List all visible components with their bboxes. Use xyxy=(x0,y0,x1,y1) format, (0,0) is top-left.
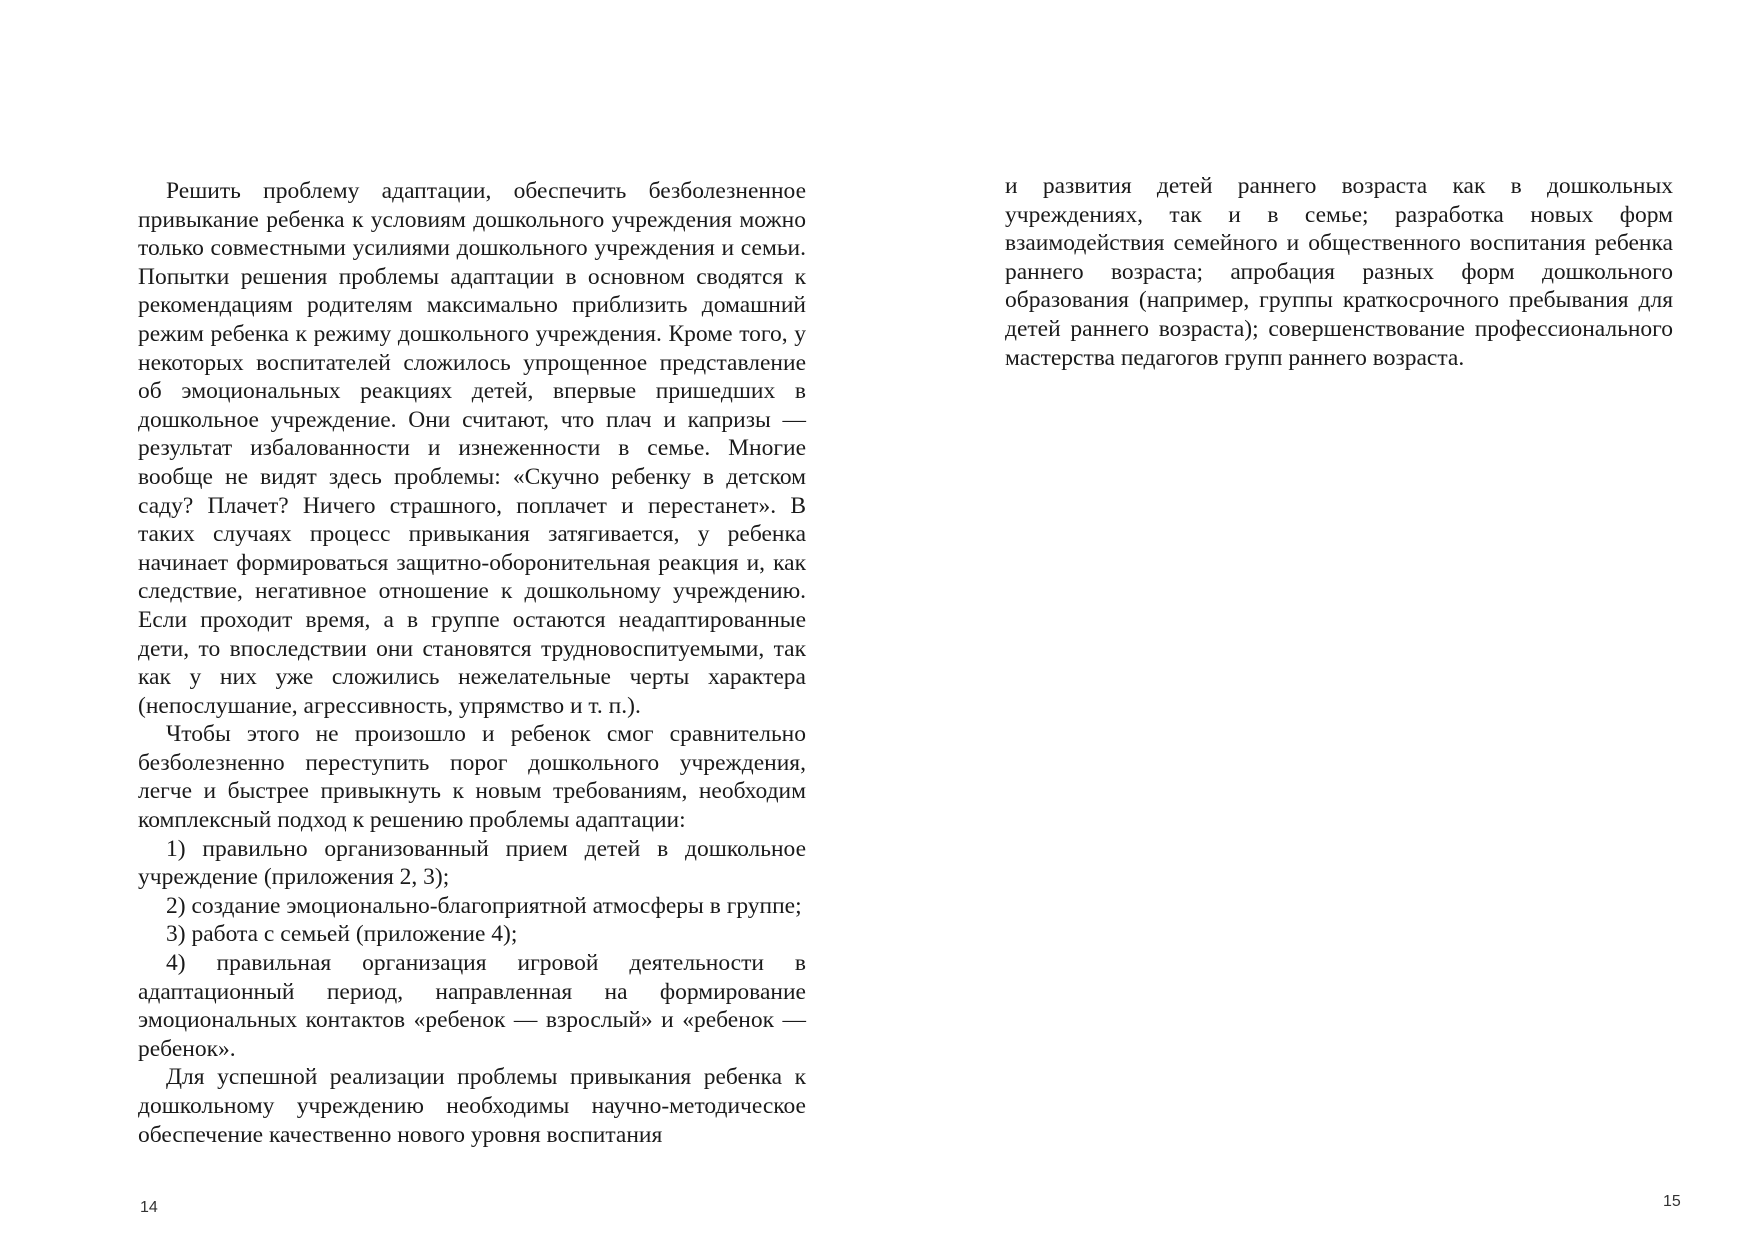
list-item: 4) правильная организация игровой деятельности в адаптационный период, направленная на формирование эмоциональных контактов «ребенок — взрослый» и «ребенок — ребенок». xyxy=(138,950,806,1062)
list-item: 3) работа с семьей (приложение 4); xyxy=(166,921,518,948)
right-page-text xyxy=(1005,172,1673,372)
page-number-right: 15 xyxy=(1663,1193,1681,1210)
page-number-left: 14 xyxy=(140,1199,158,1216)
right-page xyxy=(877,0,1754,1241)
paragraph: и развития детей раннего возраста как в дошкольных учреждениях, так и в семье; разработка новых форм взаимодействия семейного и общественного воспитания ребенка раннего возраста; апробация разных форм дошкольного образования (например, группы краткосрочного пребывания для детей раннего возраста); совершенствование профессионального мастерства педагогов групп раннего возраста. xyxy=(1005,173,1673,371)
paragraph: Для успешной реализации проблемы привыкания ребенка к дошкольному учреждению необходимы научно-методическое обеспечение качественно нового уровня воспитания xyxy=(138,1064,806,1148)
left-page-text xyxy=(138,177,806,1149)
paragraph: Решить проблему адаптации, обеспечить безболезненное привыкание ребенка к условиям дошкольного учреждения можно только совместными усилиями дошкольного учреждения и семьи. Попытки решения проблемы адаптации в основном сводятся к рекомендациям родителям максимально приблизить домашний режим ребенка к режиму дошкольного учреждения. Кроме того, у некоторых воспитателей сложилось упрощенное представление об эмоциональных реакциях детей, впервые пришедших в дошкольное учреждение. Они считают, что плач и капризы — результат избалованности и изнеженности в семье. Многие вообще не видят здесь проблемы: «Скучно ребенку в детском саду? Плачет? Ничего страшного, поплачет и перестанет». В таких случаях процесс привыкания затягивается, у ребенка начинает формироваться защитно-оборонительная реакция и, как следствие, негативное отношение к дошкольному учреждению. Если проходит время, а в группе остаются неадаптированные дети, то впоследствии они становятся трудновоспитуемыми, так как у них уже сложились нежелательные черты характера (непослушание, агрессивность, упрямство и т. п.). xyxy=(138,178,806,719)
list-item: 1) правильно организованный прием детей в дошкольное учреждение (приложения 2, 3); xyxy=(138,835,806,891)
paragraph: Чтобы этого не произошло и ребенок смог сравнительно безболезненно переступить порог дошкольного учреждения, легче и быстрее привыкнуть к новым требованиям, необходим комплексный подход к решению проблемы адаптации: xyxy=(138,721,806,834)
list-item: 2) создание эмоционально-благоприятной атмосферы в группе; xyxy=(166,892,802,919)
